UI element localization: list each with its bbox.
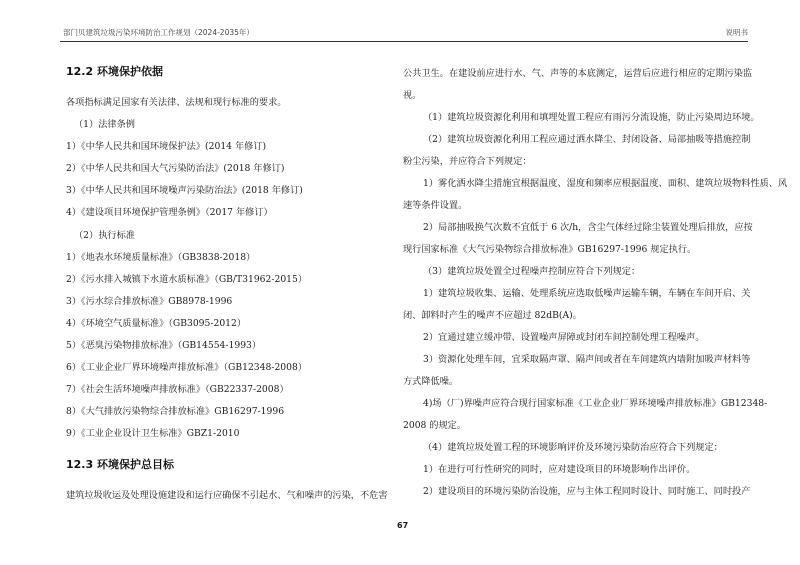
body-line: 3）资源化处理车间，宜采取隔声罩、隔声间或者在车间建筑内墙附加吸声材料等	[423, 354, 751, 365]
body-line: （2）建筑垃圾资源化利用工程应通过洒水降尘、封闭设备、局部抽吸等措施控制	[423, 134, 751, 145]
standard-item: 3）《污水综合排放标准》GB8978-1996	[66, 296, 233, 307]
intro-paragraph: 各项指标满足国家有关法律、法规和现行标准的要求。	[66, 97, 287, 108]
body-line: 2）局部抽吸换气次数不宜低于 6 次/h，含尘气体经过除尘装置处理后排放，应按	[423, 222, 753, 233]
body-line: 4)场（厂)界噪声应符合现行国家标准《工业企业厂界环境噪声排放标准》GB12348-	[423, 398, 768, 409]
standards-heading: （2）执行标准	[74, 230, 135, 241]
body-line: 方式降低噪。	[403, 376, 459, 387]
body-line: 视。	[403, 90, 422, 101]
body-line: 1）建筑垃圾收集、运输、处理系统应选取低噪声运输车辆，车辆在车间开启、关	[423, 288, 751, 299]
standard-item: 8）《大气排放污染物综合排放标准》GB16297-1996	[66, 406, 285, 417]
section-heading-12-2: 12.2 环境保护依据	[66, 65, 163, 78]
standard-item: 7）《社会生活环境噪声排放标准》（GB22337-2008）	[66, 384, 289, 395]
body-line: 速等条件设置。	[403, 200, 468, 211]
goal-paragraph: 建筑垃圾收运及处理设施建设和运行应确保不引起水、气和噪声的污染，不危害	[66, 490, 388, 501]
body-line: （3）建筑垃圾处置全过程噪声控制应符合下列规定：	[423, 266, 641, 277]
page-number: 67	[397, 521, 409, 530]
laws-heading: （1）法律条例	[74, 119, 135, 130]
law-item: 4）《建设项目环境保护管理条例》（2017 年修订）	[66, 207, 273, 218]
body-line: （4）建筑垃圾处置工程的环境影响评价及环境污染防治应符合下列规定：	[423, 442, 723, 453]
body-line: 公共卫生。在建设前应进行水、气、声等的本底测定，运营后应进行相应的定期污染监	[403, 68, 753, 79]
law-item: 1）《中华人民共和国环境保护法》(2014 年修订)	[66, 141, 267, 152]
body-line: 闭、卸料时产生的噪声不应超过 82dB(A)。	[403, 310, 582, 321]
header-rule	[60, 41, 748, 42]
standard-item: 2）《污水排入城镇下水道水质标准》（GB/T31962-2015）	[66, 274, 308, 285]
body-line: 1）雾化洒水降尘措施宜根据温度、湿度和频率应根据温度、面积、建筑垃圾物料性质、风	[423, 178, 788, 189]
standard-item: 1）《地表水环境质量标准》（GB3838-2018）	[66, 252, 256, 263]
standard-item: 5）《恶臭污染物排放标准》（GB14554-1993）	[66, 340, 262, 351]
document-header-title: 部门贝建筑垃圾污染环境防治工作规划（2024-2035年）	[63, 28, 254, 37]
document-header-section: 说明书	[725, 28, 748, 37]
standard-item: 6）《工业企业厂界环境噪声排放标准》（GB12348-2008）	[66, 362, 308, 373]
law-item: 2）《中华人民共和国大气污染防治法》(2018 年修订)	[66, 163, 285, 174]
law-item: 3）《中华人民共和国环境噪声污染防治法》(2018 年修订)	[66, 185, 303, 196]
standard-item: 4）《环境空气质量标准》（GB3095-2012）	[66, 318, 247, 329]
body-line: 现行国家标准《大气污染物综合排放标准》GB16297-1996 规定执行。	[403, 244, 697, 255]
body-line: 2008 的规定。	[403, 420, 467, 431]
standard-item: 9）《工业企业设计卫生标准》GBZ1-2010	[66, 428, 240, 439]
body-line: 2）宜通过建立缓冲带、设置噪声屏障或封闭车间控制处理工程噪声。	[423, 332, 705, 343]
section-heading-12-3: 12.3 环境保护总目标	[66, 458, 174, 471]
body-line: 1）在进行可行性研究的同时，应对建设项目的环境影响作出评价。	[423, 464, 696, 475]
body-line: 粉尘污染，并应符合下列规定：	[403, 156, 532, 167]
body-line: （1）建筑垃圾资源化利用和填埋处置工程应有雨污分流设施，防止污染周边环境。	[423, 112, 760, 123]
body-line: 2）建设项目的环境污染防治设施，应与主体工程同时设计、同时施工、同时投产	[423, 486, 751, 497]
